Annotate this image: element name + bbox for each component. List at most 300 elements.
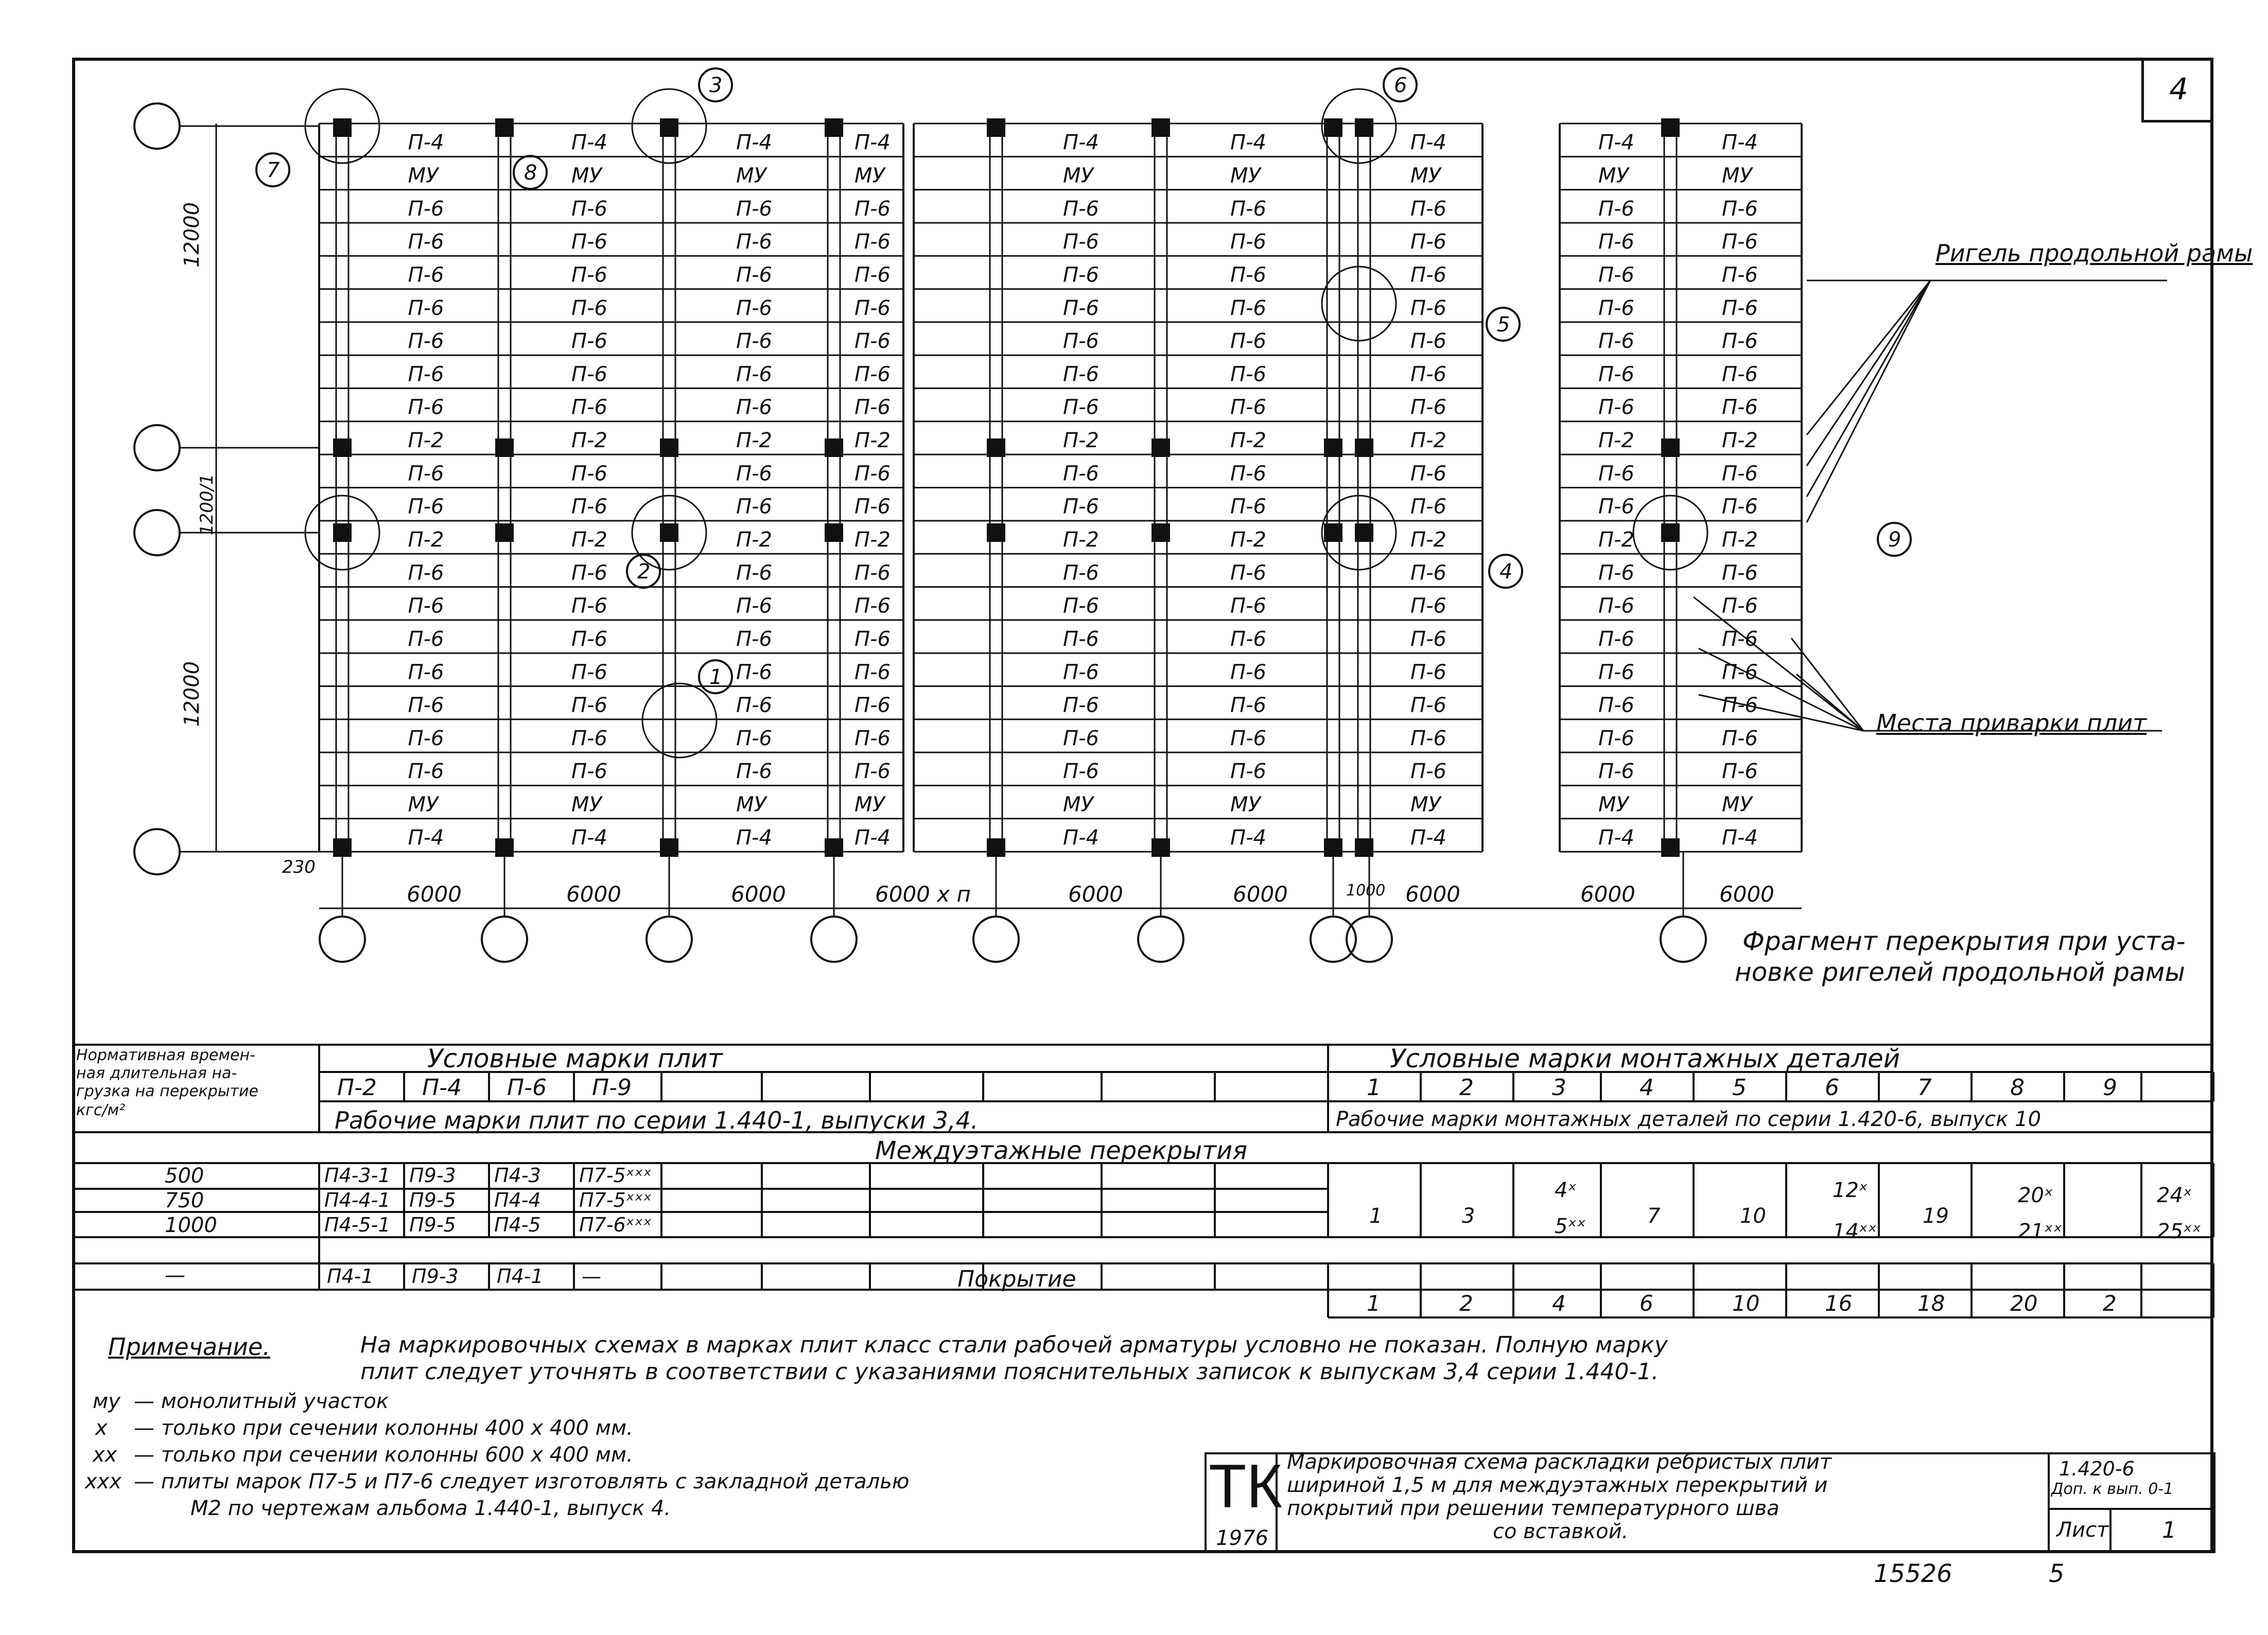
slab-mark: МУ — [1722, 793, 1752, 817]
slab-mark: П-6 — [571, 296, 607, 320]
floor-detail-value: 25ˣˣ — [2157, 1220, 2202, 1243]
slab-mark: П-6 — [854, 627, 891, 651]
stamp-sheet-label: Лист — [2056, 1518, 2109, 1542]
legend-xx-key: xx — [93, 1443, 117, 1467]
footer-inv: 15526 — [1874, 1559, 1952, 1588]
table-row-slab: П9-5 — [409, 1214, 456, 1236]
slab-mark: П-6 — [408, 230, 444, 254]
slab-mark: П-6 — [736, 462, 772, 486]
dim-v-bot: 12000 — [180, 661, 204, 727]
slab-mark: П-6 — [571, 197, 607, 221]
detail-mark-header: 2 — [1459, 1075, 1474, 1101]
slab-mark: П-6 — [571, 230, 607, 254]
table-row-load: 750 — [165, 1189, 204, 1212]
table-row-slab: П7-6ˣˣˣ — [579, 1214, 652, 1236]
slab-mark: П-2 — [736, 528, 772, 552]
slab-mark: П-6 — [736, 495, 772, 519]
slab-mark: П-6 — [1063, 329, 1099, 354]
slab-mark: П-2 — [571, 528, 607, 552]
dim-h-5: 6000 — [1068, 882, 1123, 907]
slab-mark: П-6 — [408, 693, 444, 717]
slab-mark: МУ — [854, 164, 885, 188]
slab-mark: П-6 — [736, 693, 772, 717]
slab-mark: П-2 — [1410, 429, 1446, 453]
slab-mark: П-6 — [1722, 197, 1758, 221]
slab-mark: П-6 — [1598, 296, 1634, 320]
slab-mark: П-6 — [408, 760, 444, 784]
slab-mark: П-6 — [1598, 197, 1634, 221]
slab-mark: П-6 — [1230, 726, 1266, 750]
slab-mark: П-6 — [1063, 660, 1099, 684]
slab-mark: П-6 — [1230, 263, 1266, 287]
callout-number: 1 — [709, 665, 723, 689]
detail-mark-header: 8 — [2010, 1075, 2025, 1101]
slab-mark: П-2 — [408, 528, 444, 552]
slab-mark: П-4 — [1410, 825, 1446, 850]
slab-mark: П-6 — [736, 726, 772, 750]
callout-number: 6 — [1394, 74, 1407, 97]
slab-mark: П-6 — [854, 495, 891, 519]
floor-detail-value: 10 — [1740, 1204, 1766, 1228]
slab-mark: П-6 — [1598, 660, 1634, 684]
table-row-slab: П9-5 — [409, 1189, 456, 1211]
slab-mark: П-4 — [1598, 131, 1634, 155]
slab-mark: П-4 — [1063, 825, 1099, 850]
slab-mark: П-6 — [1598, 760, 1634, 784]
slab-mark: П-6 — [408, 627, 444, 651]
slab-mark: П-6 — [571, 660, 607, 684]
slab-mark: П-6 — [1410, 660, 1446, 684]
slab-mark: П-6 — [736, 362, 772, 386]
floor-detail-value: 14ˣˣ — [1833, 1220, 1877, 1243]
slab-mark: П-6 — [1722, 296, 1758, 320]
slab-mark: П-6 — [1598, 395, 1634, 419]
stamp-sheet-no: 1 — [2162, 1517, 2176, 1543]
slab-mark: П-6 — [736, 296, 772, 320]
slab-mark: П-6 — [1063, 693, 1099, 717]
slab-mark: П-2 — [736, 429, 772, 453]
slab-mark: П-6 — [408, 495, 444, 519]
slab-mark: П-4 — [854, 131, 891, 155]
slab-mark: П-2 — [571, 429, 607, 453]
legend-xxx-2: М2 по чертежам альбома 1.440-1, выпуск 4. — [190, 1497, 671, 1520]
slab-mark: П-6 — [1722, 495, 1758, 519]
slab-mark: П-6 — [854, 263, 891, 287]
slab-mark: П-6 — [1722, 230, 1758, 254]
callout-number: 3 — [709, 74, 723, 97]
stamp-title-4: со вставкой. — [1493, 1520, 1629, 1543]
slab-mark: П-4 — [854, 825, 891, 850]
slab-mark: П-2 — [1722, 528, 1758, 552]
slab-mark: П-6 — [1598, 263, 1634, 287]
slab-mark: П-6 — [408, 561, 444, 585]
slab-mark: П-6 — [1230, 495, 1266, 519]
hdr-slab-series: Рабочие марки плит по серии 1.440-1, выпуски 3,4. — [335, 1106, 979, 1134]
notes-text-2: плит следует уточнять в соответствии с указаниями пояснительных записок к выпускам 3,4 серии 1.440-1. — [360, 1359, 1659, 1385]
roof-row-detail: 6 — [1639, 1291, 1653, 1316]
slab-mark: П-6 — [1410, 760, 1446, 784]
callout-number: 7 — [267, 159, 280, 182]
roof-row-detail: 18 — [1917, 1291, 1945, 1316]
dim-h-2: 6000 — [566, 882, 621, 907]
callout-number: 9 — [1888, 528, 1901, 552]
slab-mark: П-4 — [736, 825, 772, 850]
slab-mark: П-6 — [1063, 594, 1099, 618]
slab-mark: МУ — [736, 793, 766, 817]
slab-mark: П-6 — [571, 594, 607, 618]
slab-mark: П-6 — [1230, 197, 1266, 221]
slab-mark: П-6 — [736, 329, 772, 354]
detail-mark-header: 9 — [2103, 1075, 2117, 1101]
slab-mark: П-6 — [1230, 561, 1266, 585]
floor-detail-value: 20ˣ — [2018, 1184, 2053, 1207]
slab-mark: П-6 — [1598, 495, 1634, 519]
dim-h-1: 6000 — [407, 882, 462, 907]
slab-mark: П-6 — [1410, 329, 1446, 354]
slab-mark: П-6 — [1230, 329, 1266, 354]
slab-mark: П-4 — [1598, 825, 1634, 850]
slab-mark: П-6 — [571, 462, 607, 486]
slab-mark: П-6 — [1722, 329, 1758, 354]
slab-mark: П-6 — [1230, 627, 1266, 651]
stamp-code-1: 1.420-6 — [2059, 1457, 2135, 1480]
table-row-slab: П7-5ˣˣˣ — [579, 1164, 652, 1187]
table-row-load: 500 — [165, 1164, 204, 1188]
slab-mark: П-6 — [854, 296, 891, 320]
slab-mark: МУ — [571, 164, 602, 188]
slab-mark: П-6 — [1410, 462, 1446, 486]
dim-offset: 230 — [282, 857, 316, 877]
slab-mark: П-6 — [736, 230, 772, 254]
roof-row-detail: 10 — [1732, 1291, 1760, 1316]
slab-mark: МУ — [1230, 793, 1261, 817]
legend-my-key: му — [93, 1390, 120, 1413]
slab-mark: П-2 — [854, 528, 891, 552]
slab-mark: П-6 — [854, 760, 891, 784]
dim-h-6: 6000 — [1233, 882, 1288, 907]
slab-mark: П-4 — [1722, 825, 1758, 850]
stamp-code-2: Доп. к вып. 0-1 — [2051, 1480, 2174, 1498]
slab-mark: П-6 — [408, 395, 444, 419]
slab-mark: П-6 — [1063, 561, 1099, 585]
slab-mark: П-4 — [571, 825, 607, 850]
slab-mark: П-6 — [1722, 395, 1758, 419]
floor-detail-value: 5ˣˣ — [1555, 1215, 1586, 1238]
dim-v-top: 12000 — [180, 202, 204, 268]
slab-mark: П-6 — [1230, 395, 1266, 419]
table-row-slab: П4-4-1 — [324, 1189, 391, 1211]
slab-mark: МУ — [571, 793, 602, 817]
slab-mark: П-6 — [408, 362, 444, 386]
slab-mark: П-4 — [408, 131, 444, 155]
slab-mark: П-6 — [1598, 693, 1634, 717]
dim-h-10: 6000 — [1719, 882, 1774, 907]
detail-mark-header: 7 — [1917, 1075, 1932, 1101]
slab-mark: П-6 — [1722, 561, 1758, 585]
slab-mark: П-6 — [1410, 296, 1446, 320]
slab-mark: П-4 — [408, 825, 444, 850]
table-row-slab: П7-5ˣˣˣ — [579, 1189, 652, 1211]
slab-mark: МУ — [408, 164, 439, 188]
slab-mark: П-6 — [1230, 660, 1266, 684]
hdr-detail-series: Рабочие марки монтажных деталей по серии 1.420-6, выпуск 10 — [1336, 1107, 2042, 1131]
table-row-slab: П4-5-1 — [324, 1214, 391, 1236]
slab-mark-header: П-9 — [592, 1075, 632, 1101]
slab-mark: П-6 — [1063, 263, 1099, 287]
slab-mark: П-6 — [408, 726, 444, 750]
detail-mark-header: 1 — [1367, 1075, 1381, 1101]
stamp-title-2: шириной 1,5 м для междуэтажных перекрытий и — [1287, 1473, 1828, 1497]
slab-mark: П-4 — [1230, 825, 1266, 850]
slab-mark: П-6 — [571, 726, 607, 750]
slab-mark: П-6 — [1722, 760, 1758, 784]
slab-mark: МУ — [1230, 164, 1261, 188]
floor-detail-value: 21ˣˣ — [2018, 1220, 2063, 1243]
slab-mark: МУ — [1598, 793, 1629, 817]
slab-mark: П-6 — [1722, 627, 1758, 651]
slab-mark: П-6 — [1722, 263, 1758, 287]
slab-mark: П-6 — [1410, 197, 1446, 221]
hdr-detail-marks: Условные марки монтажных деталей — [1390, 1044, 1900, 1074]
slab-mark: П-4 — [736, 131, 772, 155]
stamp-title-3: покрытий при решении температурного шва — [1287, 1497, 1779, 1520]
hdr-load-4: кгс/м² — [76, 1101, 126, 1119]
slab-mark: П-6 — [408, 263, 444, 287]
slab-mark: МУ — [854, 793, 885, 817]
slab-mark: П-6 — [1230, 594, 1266, 618]
slab-mark: П-6 — [571, 760, 607, 784]
slab-mark: П-6 — [736, 627, 772, 651]
floor-detail-value: 1 — [1369, 1204, 1383, 1228]
callout-number: 2 — [637, 560, 651, 584]
slab-mark: П-6 — [1410, 561, 1446, 585]
slab-mark: П-2 — [1230, 429, 1266, 453]
slab-mark: П-2 — [1230, 528, 1266, 552]
slab-mark: П-6 — [1230, 362, 1266, 386]
slab-mark: П-6 — [1410, 395, 1446, 419]
legend-xxx-key: xxx — [85, 1470, 122, 1493]
slab-mark: П-6 — [736, 660, 772, 684]
slab-mark: П-6 — [1230, 760, 1266, 784]
slab-mark: П-6 — [571, 561, 607, 585]
detail-mark-header: 4 — [1639, 1075, 1654, 1101]
slab-mark: П-6 — [408, 594, 444, 618]
roof-row-detail: 20 — [2010, 1291, 2038, 1316]
table-row-slab: П4-3 — [494, 1164, 541, 1187]
hdr-load-3: грузка на перекрытие — [76, 1082, 258, 1100]
slab-mark: П-6 — [854, 462, 891, 486]
stamp-title-1: Маркировочная схема раскладки ребристых плит — [1287, 1450, 1832, 1474]
slab-mark: П-6 — [1722, 726, 1758, 750]
callout-number: 4 — [1499, 560, 1513, 584]
slab-mark: П-6 — [1722, 362, 1758, 386]
slab-mark: П-2 — [1722, 429, 1758, 453]
slab-mark: П-6 — [571, 362, 607, 386]
detail-mark-header: 3 — [1552, 1075, 1566, 1101]
floor-detail-value: 19 — [1923, 1204, 1949, 1228]
slab-mark: П-6 — [1598, 462, 1634, 486]
slab-mark: П-6 — [736, 197, 772, 221]
roof-row-slab: П4-1 — [497, 1265, 544, 1288]
fragment-caption-1: Фрагмент перекрытия при уста- — [1742, 926, 2186, 956]
roof-row-detail: 2 — [1459, 1291, 1473, 1316]
dim-h-9: 6000 — [1580, 882, 1635, 907]
detail-mark-header: 6 — [1825, 1075, 1839, 1101]
slab-mark: П-6 — [1410, 594, 1446, 618]
floor-detail-value: 12ˣ — [1833, 1179, 1868, 1202]
table-row-slab: П4-5 — [494, 1214, 541, 1236]
roof-row-detail: 4 — [1552, 1291, 1566, 1316]
slab-mark: П-4 — [1410, 131, 1446, 155]
slab-mark: П-6 — [1410, 263, 1446, 287]
slab-mark-header: П-2 — [337, 1075, 377, 1101]
table-row-slab: П4-3-1 — [324, 1164, 391, 1187]
stamp-org: ТК — [1209, 1452, 1283, 1521]
slab-mark: П-6 — [408, 296, 444, 320]
slab-mark: П-6 — [1722, 462, 1758, 486]
detail-mark-header: 5 — [1732, 1075, 1747, 1101]
slab-mark: П-6 — [408, 462, 444, 486]
slab-mark: П-6 — [1063, 760, 1099, 784]
slab-mark: П-6 — [571, 395, 607, 419]
slab-mark: П-6 — [854, 561, 891, 585]
slab-mark: П-6 — [571, 495, 607, 519]
slab-mark: П-6 — [1410, 693, 1446, 717]
stamp-year: 1976 — [1216, 1526, 1268, 1550]
slab-mark: П-6 — [571, 263, 607, 287]
slab-mark: П-6 — [571, 693, 607, 717]
fragment-caption-2: новке ригелей продольной рамы — [1735, 957, 2185, 987]
slab-mark: П-6 — [1063, 726, 1099, 750]
floor-detail-value: 4ˣ — [1555, 1179, 1577, 1202]
slab-mark: П-6 — [1063, 296, 1099, 320]
hdr-load-2: ная длительная на- — [76, 1064, 237, 1082]
slab-mark: П-6 — [1722, 594, 1758, 618]
slab-mark: П-6 — [1063, 627, 1099, 651]
slab-mark: П-2 — [408, 429, 444, 453]
slab-mark-header: П-6 — [507, 1075, 547, 1101]
slab-mark: П-6 — [1410, 627, 1446, 651]
slab-mark: П-6 — [1230, 230, 1266, 254]
table-row-slab: П9-3 — [409, 1164, 456, 1187]
slab-mark: П-6 — [1410, 726, 1446, 750]
slab-mark: П-6 — [571, 329, 607, 354]
hdr-slab-marks: Условные марки плит — [427, 1044, 723, 1074]
slab-mark: П-6 — [1598, 362, 1634, 386]
slab-mark: П-6 — [1598, 329, 1634, 354]
slab-mark-header: П-4 — [422, 1075, 462, 1101]
slab-mark: П-6 — [736, 263, 772, 287]
legend-xxx-1: — плиты марок П7-5 и П7-6 следует изготовлять с закладной деталью — [134, 1470, 910, 1493]
slab-mark: П-6 — [571, 627, 607, 651]
dim-h-4: 6000 x п — [875, 882, 971, 907]
slab-mark: П-2 — [854, 429, 891, 453]
slab-mark: П-6 — [1230, 462, 1266, 486]
dim-h-3: 6000 — [731, 882, 786, 907]
slab-mark: П-6 — [854, 230, 891, 254]
slab-mark: МУ — [1410, 164, 1441, 188]
slab-mark: П-6 — [854, 362, 891, 386]
legend-x-key: x — [95, 1416, 108, 1440]
legend-my: — монолитный участок — [134, 1390, 389, 1413]
legend-x: — только при сечении колонны 400 x 400 мм. — [134, 1416, 633, 1440]
slab-mark: П-6 — [1598, 627, 1634, 651]
roof-row-slab: — — [582, 1265, 601, 1288]
slab-mark: МУ — [1598, 164, 1629, 188]
roof-row-slab: П4-1 — [327, 1265, 374, 1288]
dim-h-8: 6000 — [1405, 882, 1460, 907]
notes-text-1: На маркировочных схемах в марках плит класс стали рабочей арматуры условно не показан. Полную марку — [360, 1332, 1668, 1358]
slab-mark: П-6 — [1063, 230, 1099, 254]
slab-mark: П-6 — [1598, 726, 1634, 750]
section-floors: Междуэтажные перекрытия — [875, 1136, 1248, 1165]
sheet-number: 4 — [2141, 58, 2213, 122]
slab-mark: П-6 — [736, 395, 772, 419]
slab-mark: П-2 — [1598, 528, 1634, 552]
slab-mark: П-6 — [1063, 197, 1099, 221]
table-row-slab: П4-4 — [494, 1189, 541, 1211]
slab-mark: П-6 — [854, 660, 891, 684]
slab-mark: П-6 — [408, 329, 444, 354]
slab-mark: П-6 — [408, 660, 444, 684]
slab-mark: МУ — [736, 164, 766, 188]
slab-mark: МУ — [1063, 793, 1093, 817]
slab-mark: П-6 — [1598, 230, 1634, 254]
slab-mark: П-6 — [736, 561, 772, 585]
roof-row-load: — — [165, 1263, 185, 1287]
slab-mark: П-6 — [1063, 462, 1099, 486]
slab-mark: П-6 — [854, 329, 891, 354]
slab-mark: П-6 — [854, 197, 891, 221]
slab-mark: П-2 — [1598, 429, 1634, 453]
slab-mark: МУ — [1063, 164, 1093, 188]
table-row-load: 1000 — [165, 1214, 217, 1237]
slab-mark: П-6 — [1063, 495, 1099, 519]
floor-detail-value: 24ˣ — [2157, 1184, 2192, 1207]
slab-mark: П-4 — [1722, 131, 1758, 155]
roof-row-detail: 1 — [1367, 1291, 1381, 1316]
slab-mark: МУ — [1722, 164, 1752, 188]
slab-mark: П-6 — [854, 395, 891, 419]
section-roof: Покрытие — [957, 1266, 1076, 1292]
legend-xx: — только при сечении колонны 600 x 400 мм. — [134, 1443, 633, 1467]
slab-mark: П-6 — [1230, 693, 1266, 717]
slab-mark: П-6 — [1722, 660, 1758, 684]
slab-mark: П-6 — [1722, 693, 1758, 717]
hdr-load-1: Нормативная времен- — [76, 1046, 255, 1064]
roof-row-detail: 16 — [1825, 1291, 1853, 1316]
rigel-label: Ригель продольной рамы — [1935, 239, 2253, 267]
floor-detail-value: 7 — [1647, 1204, 1661, 1228]
slab-mark: П-6 — [1063, 362, 1099, 386]
dim-h-7: 1000 — [1346, 882, 1386, 900]
slab-mark: П-2 — [1063, 429, 1099, 453]
slab-mark: П-6 — [1063, 395, 1099, 419]
slab-mark: П-6 — [1410, 495, 1446, 519]
slab-mark: П-6 — [854, 726, 891, 750]
slab-mark: П-4 — [1063, 131, 1099, 155]
weld-label: Места приварки плит — [1876, 709, 2147, 737]
roof-row-slab: П9-3 — [412, 1265, 459, 1288]
slab-mark: П-6 — [1598, 594, 1634, 618]
footer-page: 5 — [2049, 1559, 2065, 1588]
slab-mark: МУ — [408, 793, 439, 817]
slab-mark: П-6 — [854, 693, 891, 717]
notes-title: Примечание. — [108, 1333, 270, 1361]
callout-number: 5 — [1497, 313, 1510, 337]
roof-row-detail: 2 — [2103, 1291, 2117, 1316]
dim-v-mid: 1200/1 — [197, 473, 217, 535]
